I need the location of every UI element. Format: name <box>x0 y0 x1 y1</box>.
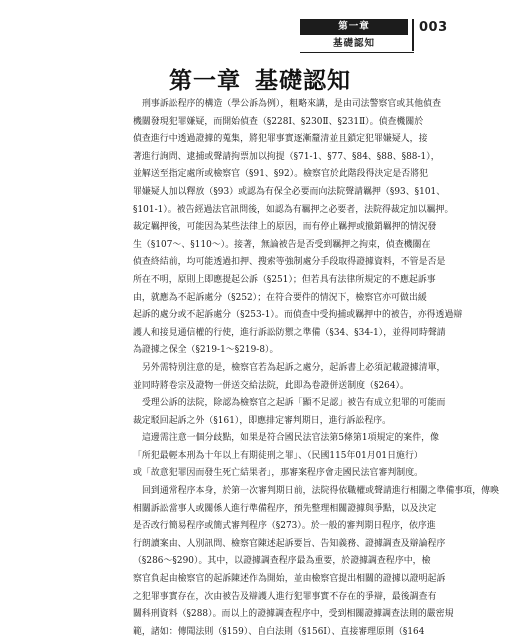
text-line: 著進行詢問、逮捕或聲請拘票加以拘提（§71-1、§77、§84、§88、§88-1）， <box>133 151 440 162</box>
chapter-name: 基礎認知 <box>255 67 351 94</box>
header-rule <box>300 52 414 53</box>
text-line: 範，諸如：傳聞法則（§159）、自白法則（§156Ⅰ）、直接審理原則（§164 <box>133 626 425 637</box>
text-line: 這邊需注意一個分歧點，如果是符合國民法官法第5條第1項規定的案件，像 <box>142 433 439 444</box>
text-line: 之犯罪事實存在，次由被告及辯護人進行犯罪事實不存在的爭辯，最後調查有 <box>133 591 437 602</box>
text-line: 相關訴訟當事人或關係人進行準備程序，預先整理相關證據與爭點，以及決定 <box>133 503 437 514</box>
chapter-number: 第一章 <box>169 67 241 94</box>
text-line: 或「故意犯罪因而發生死亡結果者」，那審案程序會走國民法官審判制度。 <box>133 468 424 479</box>
body-text <box>133 96 499 641</box>
text-line: 受理公訴的法院，除認為檢察官之起訴「顯不足認」被告有成立犯罪的可能而 <box>142 398 446 409</box>
text-line: 行朗讀案由、人別訊問、檢察官陳述起訴要旨、告知義務、證據調查及辯論程序 <box>133 538 446 549</box>
text-line: 另外需特別注意的是，檢察官若為起訴之處分，起訴書上必須記載證據清單， <box>142 362 446 373</box>
running-header <box>300 19 408 51</box>
text-line: 是否改行簡易程序或簡式審判程序（§273）。於一般的審判期日程序，依序進 <box>133 521 436 532</box>
text-line: 裁定羈押後，可能因為某些法律上的原因，而有停止羈押或撤銷羈押的情況發 <box>133 222 437 233</box>
text-line: 裁定駁回起訴之外（§161），即應排定審判期日，進行訴訟程序。 <box>133 415 392 426</box>
text-line: 刑事訴訟程序的構造（學公訴為例），粗略來講，是由司法警察官或其他偵查 <box>142 99 442 109</box>
chapter-title <box>0 62 520 95</box>
text-line: 偵查進行中透過證據的蒐集，將犯罪事實逐漸釐清並且鎖定犯罪嫌疑人，接 <box>133 134 428 145</box>
header-divider <box>412 19 414 51</box>
text-line: 機關發現犯罪嫌疑，而開始偵查（§228Ⅰ、§230Ⅱ、§231Ⅱ）。偵查機關於 <box>133 116 424 127</box>
text-line: §101-1）。被告經過法官訊問後，如認為有羈押之必要者，法院得裁定加以羈押。 <box>133 204 454 215</box>
header-chapter-subtitle: 基礎認知 <box>332 38 375 49</box>
text-line: 回到通常程序本身，於第一次審判期日前，法院得依職權或聲請進行相關之準備事項，傳喚 <box>142 486 499 497</box>
text-line: 所在不明，原則上即應提起公訴（§251）；但若具有法律所規定的不應起訴事 <box>133 274 436 285</box>
text-line: 生（§107～、§110～）。接著，無論被告是否受到羈押之拘束，偵查機關在 <box>133 239 431 250</box>
text-line: 偵查終結前，均可能透過扣押、搜索等強制處分手段取得證據資料，不管是否是 <box>133 257 446 268</box>
header-chapter-label: 第一章 <box>300 19 408 35</box>
page-number: 003 <box>419 20 448 35</box>
text-line: 並同時將卷宗及證物一併送交給法院，此即為卷證併送制度（§264）。 <box>133 380 409 391</box>
text-line: 罪嫌疑人加以釋放（§93）或認為有保全必要而向法院聲請羈押（§93、§101、 <box>133 186 446 197</box>
text-line: （§286～§290）。其中，以證據調查程序最為重要，於證據調查程序中，檢 <box>133 556 431 567</box>
text-line: 「所犯最輕本刑為十年以上有期徒刑之罪」、（民國115年01月01日施行） <box>133 450 423 461</box>
text-line: 護人和接見通信權的行使，進行訴訟防禦之準備（§34、§34-1），並得同時聲請 <box>133 327 446 338</box>
text-line: 由，就應為不起訴處分（§252）；在符合要件的情況下，檢察官亦可做出緩 <box>133 292 427 303</box>
text-line: 起訴的處分或不起訴處分（§253-1）。而偵查中受拘捕或羈押中的被告，亦得透過辯 <box>133 310 463 321</box>
text-line: 察官負起由檢察官的起訴陳述作為開始，並由檢察官提出相關的證據以證明起訴 <box>133 574 446 585</box>
text-line: 關科刑資料（§288）。而以上的證據調查程序中，受到相關證據調查法則的嚴密規 <box>133 609 454 620</box>
text-line: 為證據之保全（§219-1～§219-8）。 <box>133 345 279 356</box>
text-line: 並解送至指定處所或檢察官（§91、§92）。檢察官於此階段得決定是否將犯 <box>133 169 429 180</box>
